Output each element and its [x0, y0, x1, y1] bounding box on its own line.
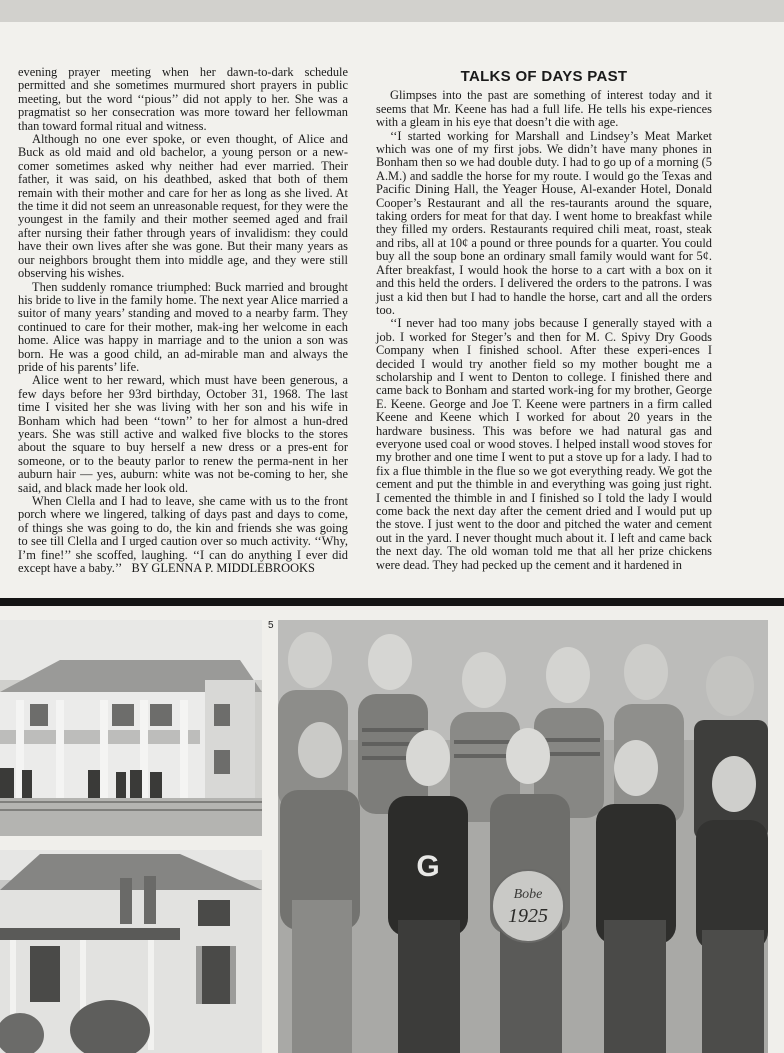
left-paragraph-1: evening prayer meeting when her dawn-to-dark schedule permitted and she sometimes murmured short prayers in public meeting, but the word ‘‘pious’’ did not apply to her. She was a pragmatist so her consecration was more toward her fellowman than toward formal ritual and witness. [18, 65, 348, 133]
left-paragraph-5-text: When Clella and I had to leave, she came with us to the front porch where we lingered, talking of days past and days to come, of things she was going to do, the kin and friends she was going to see till Clella and I urged caution over so much activity. ‘‘Why, I’m fine!’’ she scoffed, laughing. ‘‘I can do anything I ever did except have a baby.’’ [18, 494, 348, 576]
ball-text: Bobe [513, 887, 543, 902]
article-byline: BY GLENNA P. MIDDLEBROOKS [131, 561, 315, 576]
page-number: 5 [268, 620, 274, 631]
left-paragraph-5 [18, 495, 348, 575]
left-column-article [18, 66, 348, 575]
house-veranda-photo [0, 620, 262, 836]
page-top-shadow [0, 0, 784, 22]
jersey-letter: G [416, 850, 440, 883]
right-paragraph-2: ‘‘I started working for Marshall and Lindsey’s Meat Market which was one of my first jobs. We didn’t have many phones in Bonham then so we had double duty. I had to go up of a morning (5 A.M.) and saddle the horse for my route. I would go the Texas and Pacific Dining Hall, the Yeager House, Al-exander Hotel, Donald Cooper’s Restaurant and all the res-taurants around the square, taking orders for meat for that day. I went home to breakfast while they filled my orders. Restaurants required chili meat, roast, steak and ribs, all at 10¢ a pound or three pounds for a quarter. You could buy all the soup bone an ordinary small family would want for 5¢. After breakfast, I would hook the horse to a cart with a box on it and this held the orders. I delivered the orders to the patrons. I was just a kid then but I had to handle the horse, cart and all the orders too. [376, 128, 712, 317]
right-column-article [376, 70, 712, 572]
article-heading: TALKS OF DAYS PAST [460, 68, 628, 85]
right-paragraph-3: ‘‘I never had too many jobs because I generally stayed with a job. I worked for Steger’s and then for M. C. Spivy Dry Goods Company when I finished school. After these experi-ences I decided I would try another field so my mother bought me a scholarship and I went to Denton to college. I finished there and came back to Bonham and started work-ing for my brother, George E. Keene. George and Joe T. Keene were partners in a firm called Keene and Keene which I worked for about 20 years in the hardware business. This was before we had natural gas and everyone used coal or wood stoves. I helped install wood stoves for my brother and one time I went to put a stove up for a lady. I had to fix a flue thimble in the flue so we got everything ready. We got the cement and put the thimble in and everything was going just right. I cemented the thimble in and I finished so I told the lady I would come back the next day after the cement dried and I would put up the stove. I just went to the door and pitched the water and cement out in the yard. I never thought much about it. I left and came back the next day. The old woman told me that all her prize chickens were dead. They had pecked up the cement and it hardened in [376, 316, 712, 572]
basketball-team-photo [278, 620, 768, 1053]
section-divider-rule [0, 598, 784, 606]
left-paragraph-4: Alice went to her reward, which must have been generous, a few days before her 93rd birthday, October 31, 1968. The last time I visited her she was living with her son and his wife in Bonham which had been ‘‘town’’ to her for almost a hun-dred years. She was still active and walked five blocks to the stores about the square to buy herself a new dress or a pres-ent for someone, or to the beauty parlor to renew the perma-nent in her auburn hair — yes, auburn: white was not be-coming to her, she said, and black made her look old. [18, 373, 348, 495]
left-paragraph-3: Then suddenly romance triumphed: Buck married and brought his bride to live in the family home. The next year Alice married a suitor of many years’ standing and moved to a nearby farm. They continued to care for their mother, mak-ing her welcome in each home. Alice was happy in marriage and to the union a son was born. He was a good child, an ad-mirable man and always the pride of his parents’ life. [18, 279, 348, 374]
right-paragraph-1: Glimpses into the past are something of interest today and it seems that Mr. Keene has had a full life. He tells his expe-riences with a gleam in his eye that doesn’t die with age. [376, 88, 712, 130]
left-paragraph-2: Although no one ever spoke, or even thought, of Alice and Buck as old maid and old bachelor, a young person or a new-comer sometimes asked why neither had ever married. Their father, it was said, on his deathbed, asked that both of them remain with their mother and care for her as long as she lived. At the time it did not seem an unreasonable request, for they were the youngest in the family and their mother seemed aged and frail after nursing their father through years of invalidism: they could have their own lives after she was gone. But their many years as our neighbors brought them into middle age, and they were still observing his wishes. [18, 132, 348, 281]
old-house-photo [0, 850, 262, 1053]
ball-year: 1925 [508, 905, 548, 927]
